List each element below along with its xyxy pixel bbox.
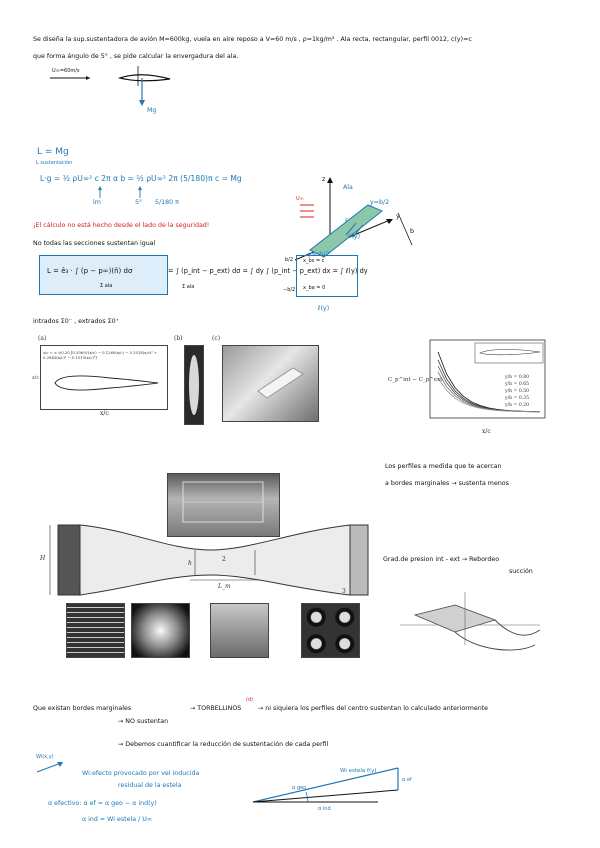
tunnel-Lm: L_m	[218, 583, 231, 590]
tunnel-photo-grid	[66, 603, 125, 658]
fig-c-label: (c)	[212, 335, 221, 342]
axis-z: z	[322, 176, 326, 183]
axis-y: y	[396, 213, 400, 220]
airfoil-plot	[50, 372, 162, 394]
tunnel-n1: 1	[78, 588, 82, 595]
wi-arrow	[35, 760, 65, 774]
bottom-line-2: → Debemos cuantificar la reducción de sustentación de cada perfil	[118, 741, 329, 748]
tunnel-h: h	[188, 560, 192, 567]
bottom-line-1-tail: → ni siquiera los perfiles del centro sustentan lo calculado anteriormente	[258, 705, 489, 712]
wi-label: Wi(x,y)	[36, 754, 54, 760]
perfiles-note-2: a bordes marginales → sustenta menos	[385, 480, 509, 487]
lift-integral-mid: = ∫ (p_int − p_ext) dσ = ∫ dy ∫ (p_int − p_ext) dx = ∫ ℓ(y) dy	[168, 267, 368, 275]
tunnel-photo-glow	[131, 603, 190, 658]
fig-b-label: (b)	[174, 335, 183, 342]
header-line-1: Se diseña la sup.sustentadora de avión M=600kg, vuela en aire reposo a V=60 m/s , ρ=1kg/m³ . Ala recta, rectangular, perfil 0012, c(y)=c	[33, 36, 472, 43]
cp-legend-item: y/b = 0.65	[505, 382, 530, 387]
gradiente-note-1: Grad.de presion int - ext → Rebordeo	[383, 556, 500, 563]
airfoil-y-axis: z/c	[32, 375, 40, 381]
limit-upper: x_bs = c	[303, 258, 325, 264]
lift-integral-left: L = ê₃ · ∫ (p − p∞)(n̂) dσ	[47, 267, 133, 275]
alpha-eff: α efectivo: α ef = α geo − α ind(y)	[48, 800, 157, 807]
bottom-torbellinos: → TORBELLINOS	[190, 705, 242, 712]
bottom-branch-no: → NO sustentan	[118, 718, 169, 725]
limit-bottom: −b/2	[283, 287, 296, 293]
tunnel-photo-fans	[301, 603, 360, 658]
wi-estela-label: Wi estela f(y)	[340, 768, 377, 774]
a-geo-label: α geo	[292, 785, 307, 791]
alpha-ind: α ind = Wi estela / U∞	[82, 816, 153, 823]
blue-note-2: residual de la estela	[118, 782, 182, 789]
limit-top: b/2	[285, 257, 294, 263]
force-label: F	[345, 218, 349, 225]
tunnel-n2: 2	[222, 556, 226, 563]
arrow-label-lm: lm	[93, 199, 101, 206]
lift-equation-line: L·g = ½ ρU∞² c 2π α b = ½ ρU∞² 2π (5/180)π c = Mg	[40, 174, 242, 183]
y-pos-label: y=b/2	[370, 199, 390, 206]
cp-legend	[505, 374, 529, 409]
limit-lower: x_ba = 0	[303, 285, 326, 291]
airfoil-x-axis: x/c	[100, 410, 109, 417]
header-line-2: que forma ángulo de 5° , se pide calcular la envergadura del ala.	[33, 53, 239, 60]
airfoil-formula: z/c = ± t/0.20 [0.2969√(x/c) − 0.1260(x/c) − 0.3516(x/c)² + 0.2843(x/c)³ − 0.1015(x/c)⁴]	[43, 350, 158, 360]
u-label: U∞	[296, 196, 304, 202]
cp-chart	[430, 340, 550, 435]
lift-label: L sustentación	[36, 160, 73, 166]
chord-label: c(y)	[348, 233, 361, 240]
perfiles-note-1: Los perfiles a medida que te acercan	[385, 463, 502, 470]
figure-wing-photo	[184, 345, 204, 425]
y-neg-label: y=-b/2	[308, 251, 330, 258]
vortex-wing-diagram	[395, 590, 545, 660]
tunnel-photo-panel	[210, 603, 269, 658]
tunnel-H: H	[40, 555, 46, 562]
tunnel-n3: 3	[342, 588, 346, 595]
cp-legend-item: y/b = 0.80	[505, 375, 530, 380]
intrados-note: intrados Σ0⁻ , extrados Σ0⁺	[33, 318, 119, 325]
bottom-torb-sup: (d)	[246, 697, 254, 703]
lift-integral-box	[39, 255, 168, 295]
cp-y-label: C_p^int − C_p^ext	[388, 377, 443, 383]
blue-note-1: Wi:efecto provocado por vel inducida	[82, 770, 200, 777]
fig-a-label: (a)	[38, 335, 47, 342]
lift-integral-left-sub: Σ ala	[100, 283, 113, 289]
a-ef-label: α ef	[402, 777, 412, 783]
sketch-force: Mg	[147, 107, 157, 114]
warning-red: ¡El cálculo no está hecho desde el lado de la seguridad!	[33, 222, 210, 229]
cp-legend-item: y/b = 0.35	[505, 396, 530, 401]
ala-label: Ala	[343, 184, 353, 191]
gradiente-note-2: succión	[509, 568, 533, 575]
angle-fraction: 5/180 π	[155, 199, 179, 206]
cp-x-label: x/c	[482, 428, 491, 435]
a-ind-label: α ind	[318, 806, 331, 812]
l-of-y-label: ℓ(y)	[318, 305, 330, 312]
sketch-speed: U∞=60m/s	[52, 68, 80, 74]
arrow-label-angle: 5°	[135, 199, 143, 206]
warning-black: No todas las secciones sustentan igual	[33, 240, 156, 247]
lift-integral-mid-sub: Σ ala	[182, 284, 195, 290]
tunnel-diagram	[50, 520, 365, 600]
cp-legend-item: y/b = 0.50	[505, 389, 530, 394]
lift-eq: L = Mg	[37, 147, 69, 157]
cp-legend-item: y/b = 0.20	[505, 403, 530, 408]
span-label: b	[410, 228, 414, 235]
figure-tunnel-photo	[222, 345, 319, 422]
bottom-line-1: Que existan bordes marginales	[33, 705, 132, 712]
lift-arrows	[95, 186, 155, 198]
